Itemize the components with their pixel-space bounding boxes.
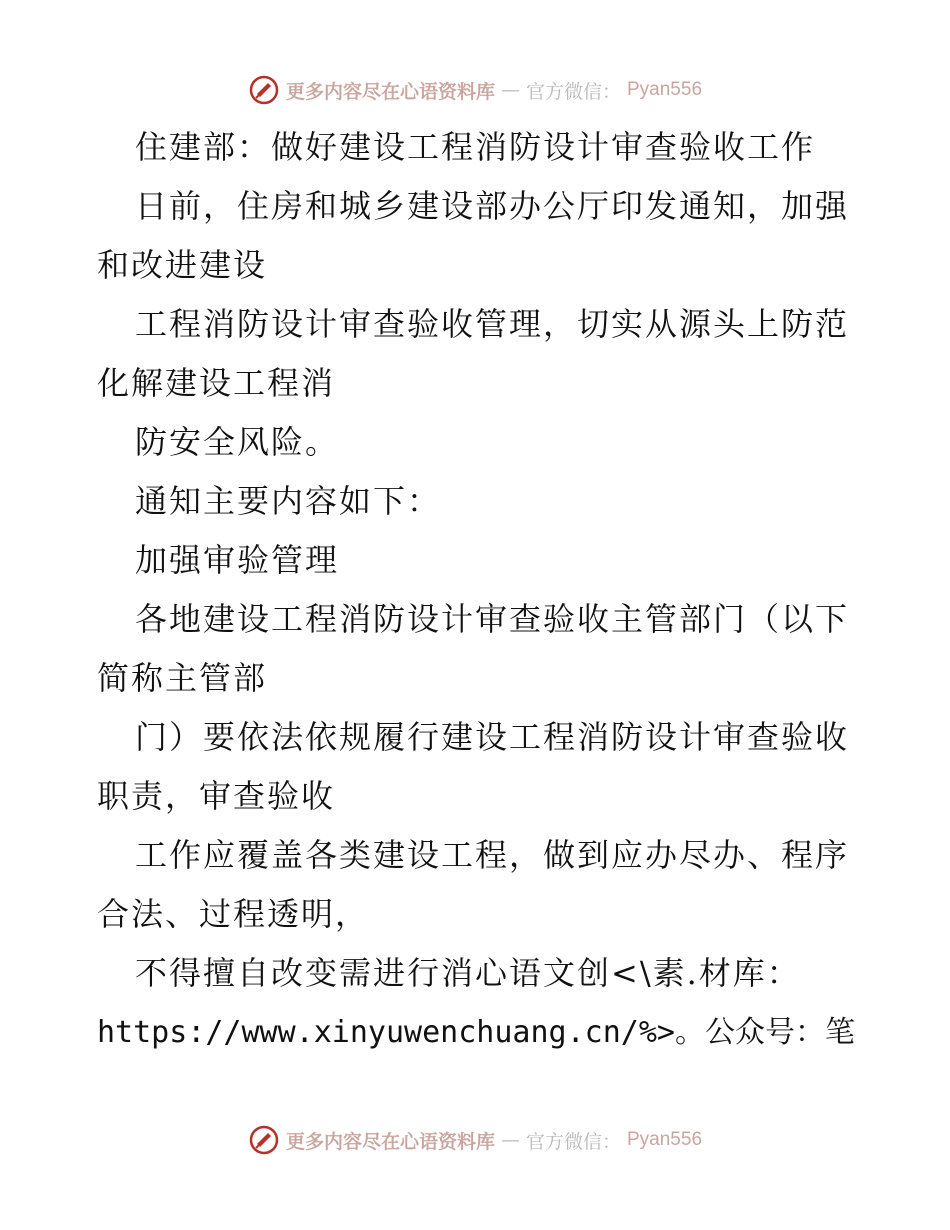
document-line: https://www.xinyuwenchuang.cn/%>。公众号：笔 xyxy=(97,1015,855,1050)
brand-logo-icon xyxy=(248,74,280,106)
watermark-id: Pyan556 xyxy=(627,1129,703,1150)
document-line: 工程消防设计审查验收管理，切实从源头上防范 xyxy=(135,305,850,343)
document-line: 门）要依法依规履行建设工程消防设计审查验收 xyxy=(135,718,850,756)
document-line: 和改进建设 xyxy=(97,246,268,284)
watermark-label: 官方微信： xyxy=(525,1130,621,1153)
document-line: 不得擅自改变需进行消心语文创<\素.材库： xyxy=(135,954,801,992)
document-body xyxy=(97,118,857,1062)
document-line: 通知主要内容如下： xyxy=(135,482,442,520)
footer-watermark xyxy=(0,1120,950,1160)
watermark-id: Pyan556 xyxy=(627,79,703,100)
document-line: 防安全风险。 xyxy=(135,423,340,461)
watermark-label: 官方微信： xyxy=(525,80,621,103)
document-line: 职责，审查验收 xyxy=(97,777,336,815)
watermark-brand: 更多内容尽在心语资料库 xyxy=(285,80,495,103)
document-line: 各地建设工程消防设计审查验收主管部门（以下 xyxy=(135,600,850,638)
watermark-brand: 更多内容尽在心语资料库 xyxy=(285,1130,495,1153)
header-watermark xyxy=(0,70,950,110)
brand-logo-icon xyxy=(248,1124,280,1156)
document-line: 加强审验管理 xyxy=(135,541,340,579)
document-line: 化解建设工程消 xyxy=(97,364,336,402)
document-line: 工作应覆盖各类建设工程，做到应办尽办、程序 xyxy=(135,836,850,874)
document-line: 日前，住房和城乡建设部办公厅印发通知，加强 xyxy=(135,187,850,225)
document-line: 住建部：做好建设工程消防设计审查验收工作 xyxy=(135,128,816,166)
document-line: 简称主管部 xyxy=(97,659,268,697)
watermark-dash: — xyxy=(500,79,520,101)
watermark-dash: — xyxy=(500,1129,520,1151)
document-line: 合法、过程透明， xyxy=(97,895,370,933)
